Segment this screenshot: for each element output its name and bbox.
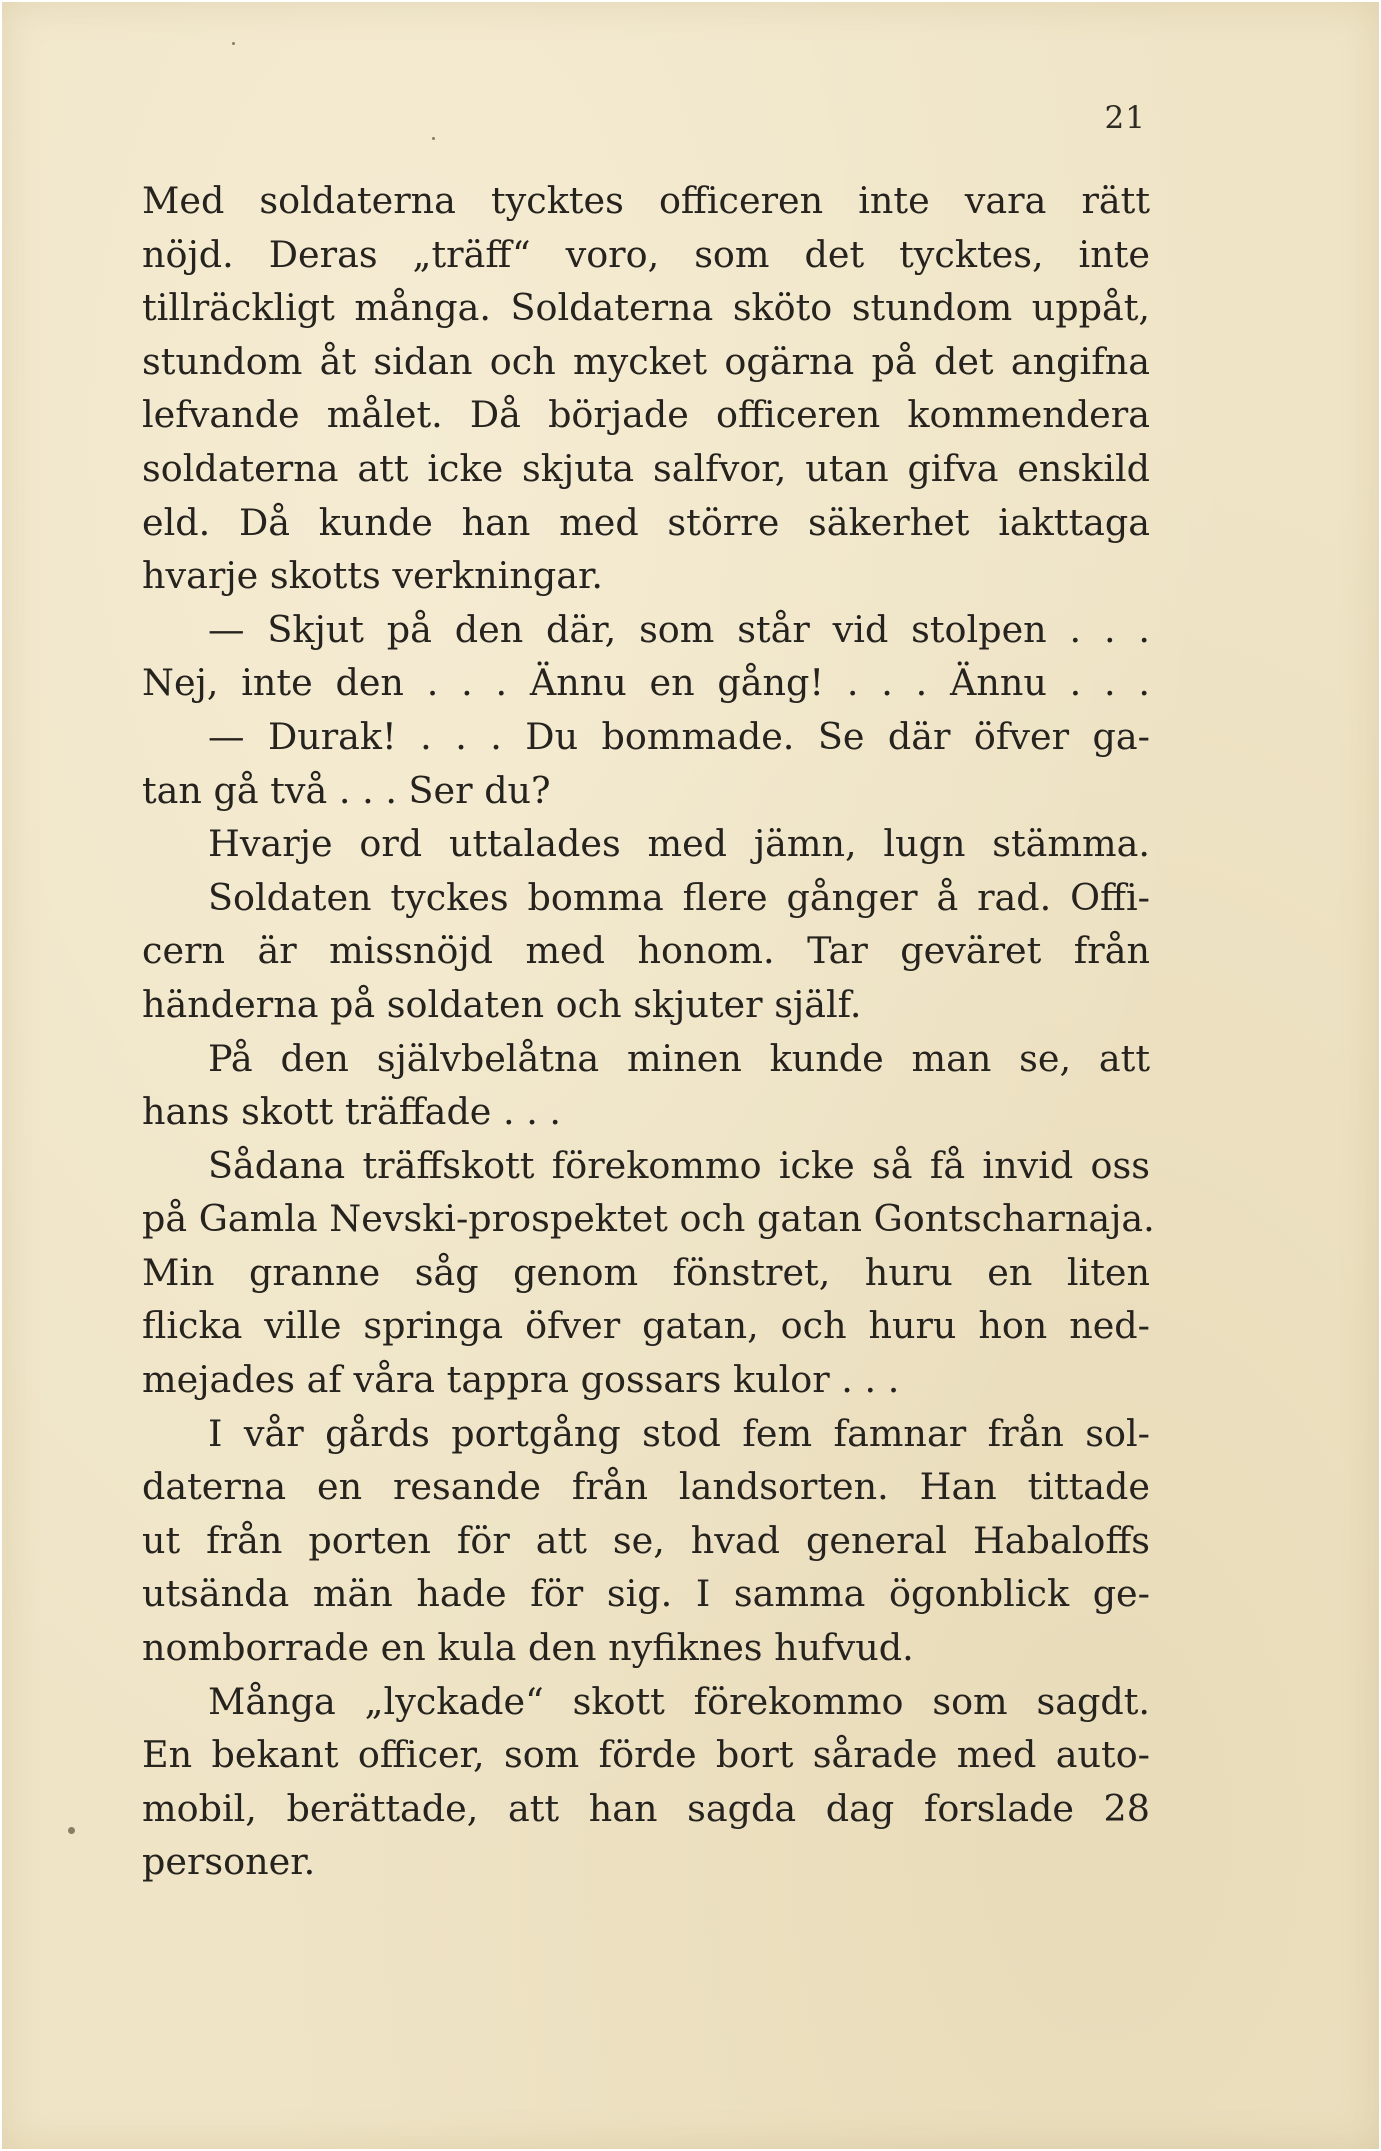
paper-speck bbox=[68, 1827, 75, 1834]
text-line: på Gamla Nevski-prospektet och gatan Gontscharnaja. bbox=[142, 1197, 1155, 1241]
text-line: nöjd. Deras „träff“ voro, som det tycktes, inte bbox=[142, 232, 1150, 276]
text-line: tillräckligt många. Soldaterna sköto stundom uppåt, bbox=[142, 286, 1150, 330]
text-line: Soldaten tyckes bomma flere gånger å rad. Offi- bbox=[208, 875, 1150, 919]
text-line: Min granne såg genom fönstret, huru en liten bbox=[142, 1250, 1150, 1294]
text-line: I vår gårds portgång stod fem famnar från sol- bbox=[208, 1411, 1150, 1455]
text-line: flicka ville springa öfver gatan, och huru hon ned- bbox=[142, 1304, 1150, 1348]
text-line: stundom åt sidan och mycket ogärna på det angifna bbox=[142, 339, 1150, 383]
text-line: En bekant officer, som förde bort sårade med auto- bbox=[142, 1733, 1150, 1777]
text-line: — Skjut på den där, som står vid stolpen . . . bbox=[208, 607, 1150, 651]
text-line: Sådana träffskott förekommo icke så få invid oss bbox=[208, 1143, 1150, 1187]
text-line: hvarje skotts verkningar. bbox=[142, 554, 603, 598]
text-line: Med soldaterna tycktes officeren inte vara rätt bbox=[142, 179, 1150, 222]
paper-speck bbox=[232, 42, 235, 45]
text-line: tan gå två . . . Ser du? bbox=[142, 768, 551, 812]
text-line: Många „lyckade“ skott förekommo som sagdt. bbox=[208, 1679, 1150, 1723]
text-line: Hvarje ord uttalades med jämn, lugn stämma. bbox=[208, 822, 1150, 866]
text-line: händerna på soldaten och skjuter själf. bbox=[142, 982, 862, 1026]
text-line: nomborrade en kula den nyfiknes hufvud. bbox=[142, 1626, 914, 1670]
text-line: — Durak! . . . Du bommade. Se där öfver ga- bbox=[208, 714, 1150, 758]
body-text bbox=[142, 174, 1155, 1889]
text-line: På den självbelåtna minen kunde man se, att bbox=[208, 1036, 1150, 1080]
text-line: daterna en resande från landsorten. Han tittade bbox=[142, 1465, 1150, 1509]
text-line: ut från porten för att se, hvad general Habaloffs bbox=[142, 1518, 1150, 1562]
text-line: utsända män hade för sig. I samma ögonblick ge- bbox=[142, 1572, 1150, 1616]
text-line: Nej, inte den . . . Ännu en gång! . . . Ännu . . . bbox=[142, 661, 1150, 705]
page-number: 21 bbox=[1104, 100, 1146, 136]
text-line: hans skott träffade . . . bbox=[142, 1090, 562, 1134]
text-line: mobil, berättade, att han sagda dag forslade 28 bbox=[142, 1786, 1150, 1830]
text-line: eld. Då kunde han med större säkerhet iakttaga bbox=[142, 500, 1150, 544]
text-line: mejades af våra tappra gossars kulor . . . bbox=[142, 1358, 900, 1402]
text-line: soldaterna att icke skjuta salfvor, utan gifva enskild bbox=[142, 446, 1150, 490]
text-line: lefvande målet. Då började officeren kommendera bbox=[142, 393, 1150, 437]
text-line: cern är missnöjd med honom. Tar geväret från bbox=[142, 929, 1150, 973]
paper-speck bbox=[432, 137, 435, 140]
text-line: personer. bbox=[142, 1840, 316, 1884]
